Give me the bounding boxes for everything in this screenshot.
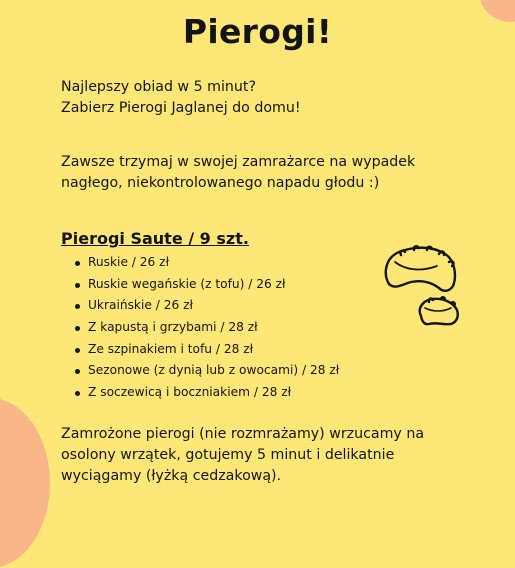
- instructions-line-1: Zamrożone pierogi (nie rozmrażamy) wrzucamy na: [61, 426, 425, 442]
- intro-line-1: Najlepszy obiad w 5 minut?: [61, 79, 256, 95]
- list-item: Z soczewicą i boczniakiem / 28 zł: [72, 382, 339, 404]
- list-item: Ukraińskie / 26 zł: [72, 295, 339, 317]
- list-item: Z kapustą i grzybami / 28 zł: [72, 317, 339, 339]
- decorative-blob-bottom-left: [0, 398, 50, 568]
- instructions-line-3: wyciągamy (łyżką cedzakową).: [61, 468, 282, 484]
- list-item: Ruskie / 26 zł: [72, 252, 339, 274]
- list-item: Ze szpinakiem i tofu / 28 zł: [72, 339, 339, 361]
- instructions-line-2: osolony wrzątek, gotujemy 5 minut i delikatnie: [61, 447, 395, 463]
- freezer-line-2: nagłego, niekontrolowanego napadu głodu :): [61, 175, 380, 191]
- list-item: Ruskie wegańskie (z tofu) / 26 zł: [72, 274, 339, 296]
- menu-list: [72, 252, 339, 404]
- freezer-line-1: Zawsze trzymaj w swojej zamrażarce na wypadek: [61, 154, 416, 170]
- intro-line-2: Zabierz Pierogi Jaglanej do domu!: [61, 100, 301, 116]
- dumplings-icon: [381, 238, 471, 338]
- page-title: Pierogi!: [182, 12, 333, 51]
- list-item: Sezonowe (z dynią lub z owocami) / 28 zł: [72, 360, 339, 382]
- menu-heading: Pierogi Saute / 9 szt.: [61, 229, 249, 248]
